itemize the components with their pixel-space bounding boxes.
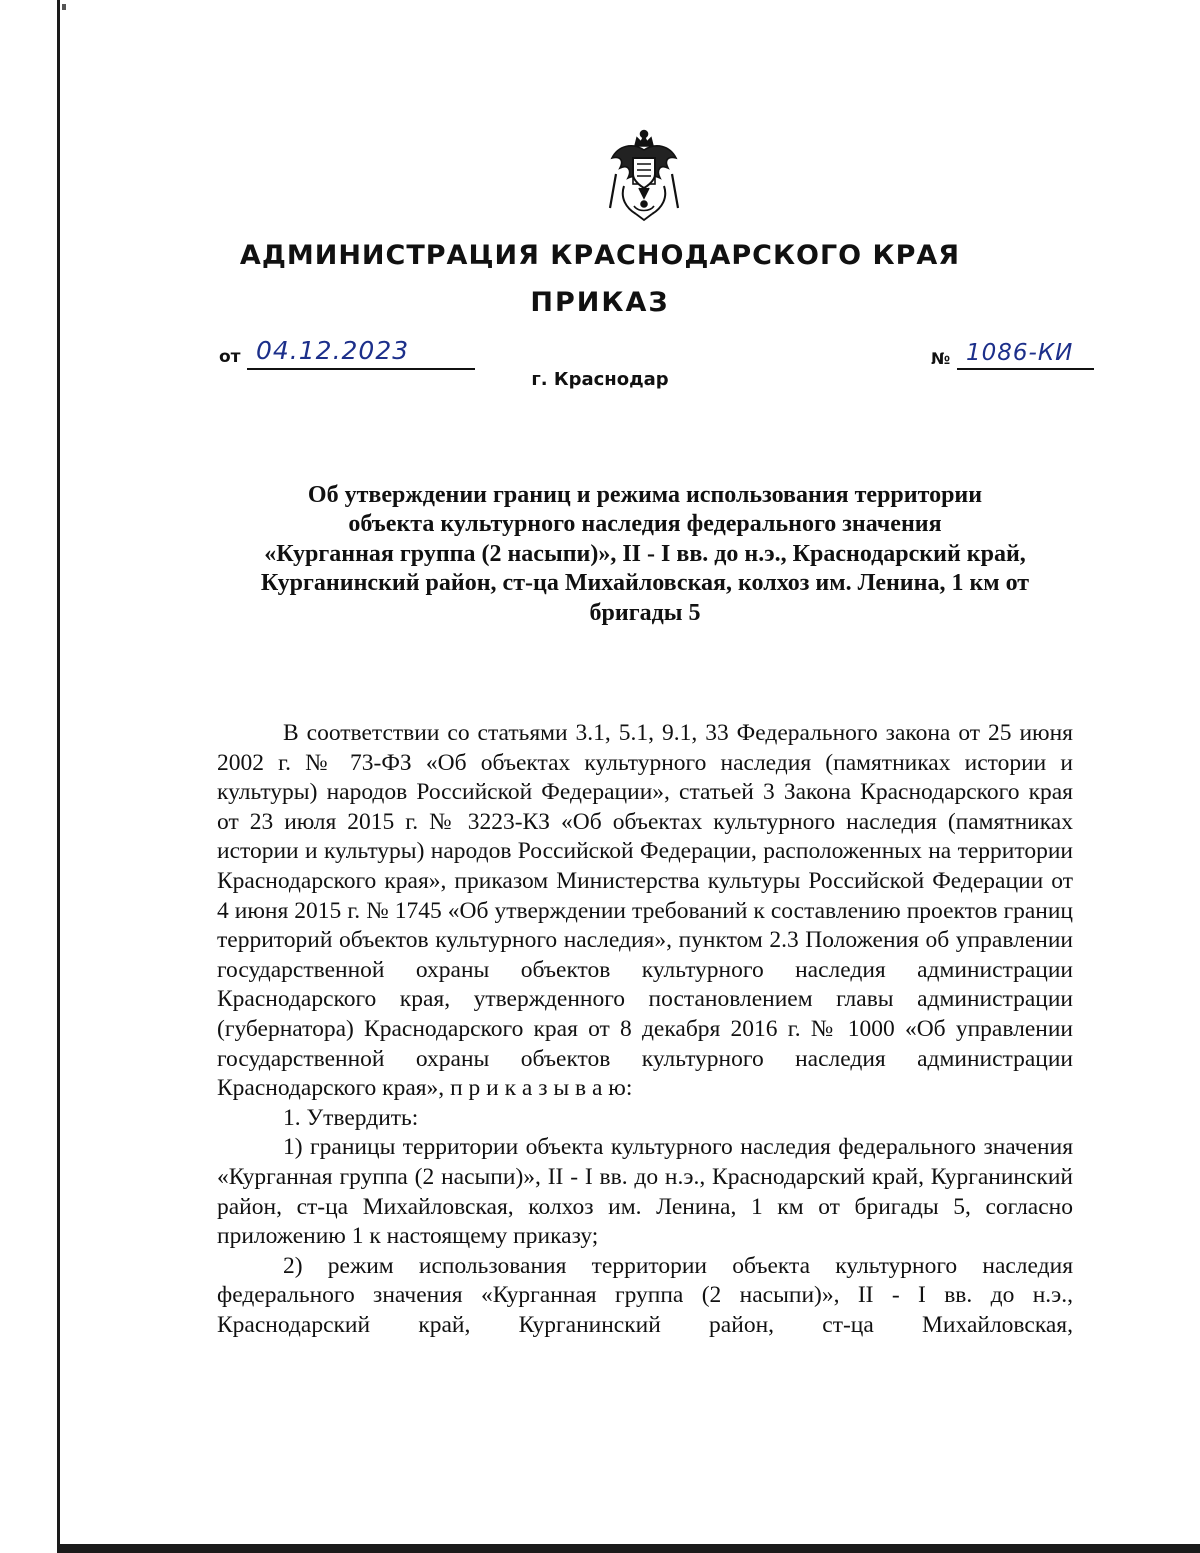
item-1: 1. Утвердить:	[283, 1104, 419, 1131]
title-line: бригады 5	[589, 599, 701, 626]
order-word: п р и к а з ы в а ю:	[450, 1075, 633, 1102]
document-body	[217, 719, 1073, 1340]
item-1-1: 1) границы территории объекта культурного наследия федерального значения «Курганная группа (2 насыпи)», II - I вв. до н.э., Краснодарский край, Курганинский район, ст-ца Михайловская, колхоз им. Ленина, 1 км от бригады 5, согласно приложению 1 к настоящему приказу;	[217, 1134, 1073, 1250]
handwritten-date: 04.12.2023	[256, 336, 410, 365]
document-type: ПРИКАЗ	[530, 287, 670, 318]
scan-edge-left	[57, 0, 60, 1553]
number-label: №	[931, 349, 951, 368]
city: г. Краснодар	[531, 369, 669, 390]
title-line: «Курганная группа (2 насыпи)», II - I вв. до н.э., Краснодарский край,	[264, 540, 1026, 567]
date-label: от	[219, 347, 241, 367]
handwritten-number: 1086-КИ	[966, 340, 1074, 366]
title-line: Об утверждении границ и режима использования территории	[307, 482, 983, 508]
scan-edge-bottom	[57, 1544, 1200, 1553]
document-title	[210, 481, 1080, 628]
title-line: Курганинский район, ст-ца Михайловская, колхоз им. Ленина, 1 км от	[260, 570, 1030, 597]
item-1-2: 2) режим использования территории объекта культурного наследия федерального значения «Курганная группа (2 насыпи)», II - I вв. до н.э., Краснодарский край, Курганинский район, ст-ца Михайловская,	[217, 1252, 1073, 1338]
preamble-text: В соответствии со статьями 3.1, 5.1, 9.1, 33 Федерального закона от 25 июня 2002 г. № 73-ФЗ «Об объектах культурного наследия (памятниках истории и культуры) народов Российской Федерации», статьей 3 Закона Краснодарского края от 23 июля 2015 г. № 3223-КЗ «Об объектах культурного наследия (памятниках истории и культуры) народов Российской Федерации, расположенных на территории Краснодарского края», приказом Министерства культуры Российской Федерации от 4 июня 2015 г. № 1745 «Об утверждении требований к составлению проектов границ территорий объектов культурного наследия», пунктом 2.3 Положения об управлении государственной охраны объектов культурного наследия администрации Краснодарского края, утвержденного постановлением главы администрации (губернатора) Краснодарского края от 8 декабря 2016 г. № 1000 «Об управлении государственной охраны объектов культурного наследия администрации Краснодарского края»,	[217, 720, 1073, 1102]
scan-speck	[62, 4, 66, 10]
title-line: объекта культурного наследия федерального значения	[348, 511, 942, 538]
number-underline	[957, 368, 1094, 370]
agency-name: АДМИНИСТРАЦИЯ КРАСНОДАРСКОГО КРАЯ	[239, 240, 961, 271]
preamble-paragraph	[217, 719, 1073, 1104]
coat-of-arms-icon	[606, 128, 682, 222]
